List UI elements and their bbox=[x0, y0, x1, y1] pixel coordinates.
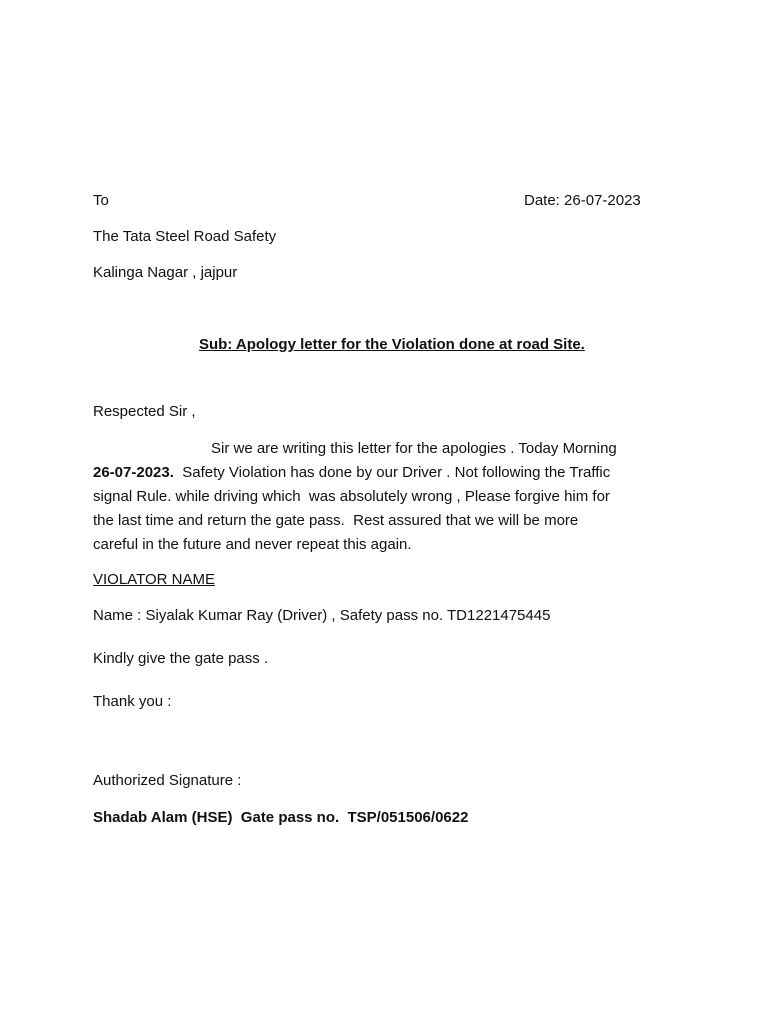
body-line-5: careful in the future and never repeat this again. bbox=[93, 536, 412, 553]
signatory-name: Shadab Alam (HSE) Gate pass no. TSP/051506/0622 bbox=[93, 809, 469, 826]
salutation: Respected Sir , bbox=[93, 403, 196, 420]
violator-heading: VIOLATOR NAME bbox=[93, 571, 215, 588]
body-line-1 bbox=[93, 437, 678, 461]
letter-date: Date: 26-07-2023 bbox=[524, 192, 641, 209]
gate-pass-request: Kindly give the gate pass . bbox=[93, 650, 269, 667]
recipient-line-2: Kalinga Nagar , jajpur bbox=[93, 264, 238, 281]
closing: Thank you : bbox=[93, 693, 172, 710]
body-line-2-text: Safety Violation has done by our Driver . Not following the Traffic bbox=[173, 464, 611, 481]
violator-details: Name : Siyalak Kumar Ray (Driver) , Safety pass no. TD1221475445 bbox=[93, 607, 551, 624]
body-line-2 bbox=[93, 461, 678, 485]
body-paragraph bbox=[93, 437, 678, 557]
body-line-3: signal Rule. while driving which was absolutely wrong , Please forgive him for bbox=[93, 488, 610, 505]
signature-label: Authorized Signature : bbox=[93, 772, 242, 789]
body-bold-date: 26-07-2023. bbox=[93, 464, 174, 481]
body-line-4: the last time and return the gate pass. Rest assured that we will be more bbox=[93, 512, 579, 529]
to-label: To bbox=[93, 192, 109, 209]
body-line-1-text: Sir we are writing this letter for the apologies . Today Morning bbox=[211, 440, 617, 457]
subject-line: Sub: Apology letter for the Violation done at road Site. bbox=[199, 336, 585, 353]
recipient-line-1: The Tata Steel Road Safety bbox=[93, 228, 277, 245]
